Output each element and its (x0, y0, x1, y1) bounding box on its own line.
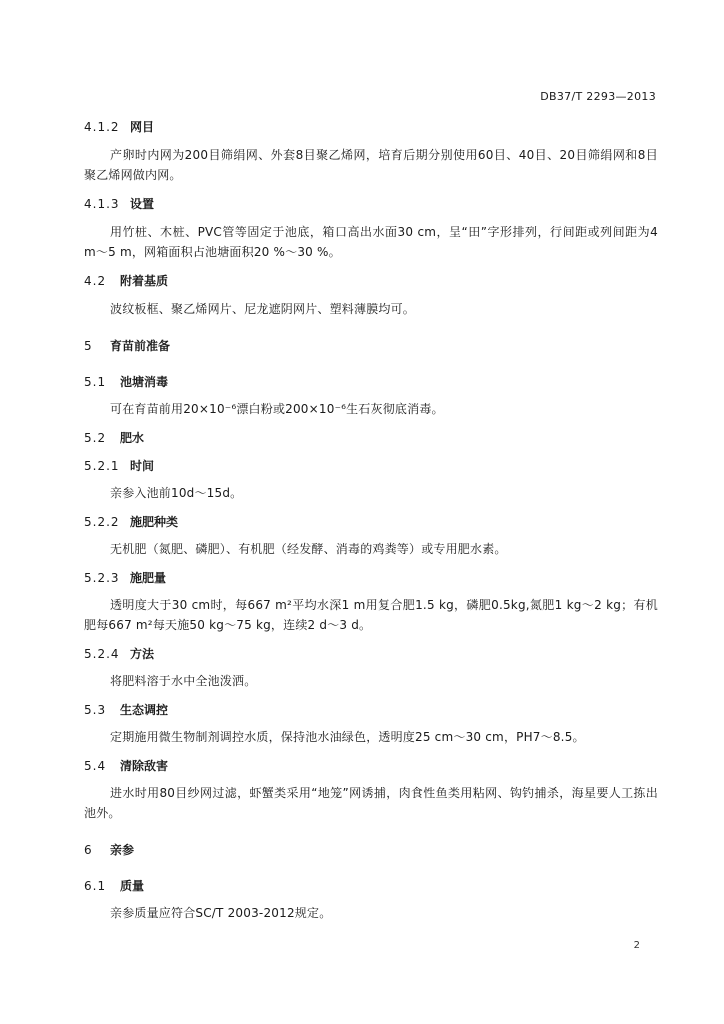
section-number: 5.1 (84, 375, 107, 389)
paragraph: 进水时用80目纱网过滤，虾蟹类采用“地笼”网诱捕，肉食性鱼类用粘网、钩钓捕杀，海星要人工拣出池外。 (84, 786, 658, 820)
section-number: 5.4 (84, 759, 107, 773)
section-number: 5.3 (84, 703, 107, 717)
paragraph: 亲参质量应符合SC/T 2003-2012规定。 (110, 906, 332, 920)
paragraph: 将肥料溶于水中全池泼洒。 (110, 674, 257, 688)
section-title: 施肥种类 (130, 515, 179, 529)
section-heading (84, 513, 658, 531)
section-heading (84, 757, 658, 775)
section-heading (84, 457, 658, 475)
section-title: 质量 (120, 879, 145, 893)
section-number: 6 (84, 843, 93, 857)
section-heading (84, 877, 658, 895)
section-title: 方法 (130, 647, 155, 661)
section-number: 5.2.1 (84, 459, 120, 473)
paragraph: 透明度大于30 cm时，每667 m²平均水深1 m用复合肥1.5 kg，磷肥0.5kg,氮肥1 kg～2 kg；有机肥每667 m²每天施50 kg～75 kg，连续2 d～3 d。 (84, 598, 658, 632)
section-title: 时间 (130, 459, 155, 473)
section-title: 育苗前准备 (110, 339, 171, 353)
section-title: 清除敌害 (120, 759, 169, 773)
paragraph: 可在育苗前用20×10⁻⁶漂白粉或200×10⁻⁶生石灰彻底消毒。 (110, 402, 444, 416)
section-heading (84, 701, 658, 719)
paragraph: 定期施用微生物制剂调控水质，保持池水油绿色，透明度25 cm～30 cm，PH7～8.5。 (110, 730, 585, 744)
section-number: 5.2.3 (84, 571, 120, 585)
section-number: 5.2 (84, 431, 107, 445)
paragraph: 波纹板框、聚乙烯网片、尼龙遮阴网片、塑料薄膜均可。 (110, 302, 416, 316)
section-number: 6.1 (84, 879, 107, 893)
section-number: 5.2.2 (84, 515, 120, 529)
section-heading (84, 195, 658, 213)
section-number: 4.2 (84, 274, 107, 288)
section-title: 设置 (130, 197, 155, 211)
chapter-heading (84, 841, 658, 859)
section-heading (84, 118, 658, 136)
section-heading (84, 429, 658, 447)
section-title: 附着基质 (120, 274, 169, 288)
paragraph: 用竹桩、木桩、PVC管等固定于池底，箱口高出水面30 cm，呈“田”字形排列，行间距或列间距为4 m～5 m，网箱面积占池塘面积20 %～30 %。 (84, 225, 658, 259)
section-title: 生态调控 (120, 703, 169, 717)
section-title: 亲参 (110, 843, 135, 857)
paragraph: 无机肥（氮肥、磷肥）、有机肥（经发酵、消毒的鸡粪等）或专用肥水素。 (110, 542, 507, 556)
chapter-heading (84, 337, 658, 355)
section-heading (84, 373, 658, 391)
page-number: 2 (633, 940, 640, 951)
section-number: 5.2.4 (84, 647, 120, 661)
section-title: 池塘消毒 (120, 375, 169, 389)
paragraph: 亲参入池前10d～15d。 (110, 486, 243, 500)
section-heading (84, 569, 658, 587)
section-title: 施肥量 (130, 571, 167, 585)
section-title: 肥水 (120, 431, 145, 445)
section-title: 网目 (130, 120, 155, 134)
document-code: DB37/T 2293—2013 (540, 90, 656, 103)
section-number: 4.1.3 (84, 197, 120, 211)
section-heading (84, 272, 658, 290)
document-body (84, 118, 658, 923)
section-number: 5 (84, 339, 93, 353)
paragraph: 产卵时内网为200目筛绢网、外套8目聚乙烯网，培育后期分别使用60目、40目、20目筛绢网和8目聚乙烯网做内网。 (84, 148, 658, 182)
section-number: 4.1.2 (84, 120, 120, 134)
section-heading (84, 645, 658, 663)
